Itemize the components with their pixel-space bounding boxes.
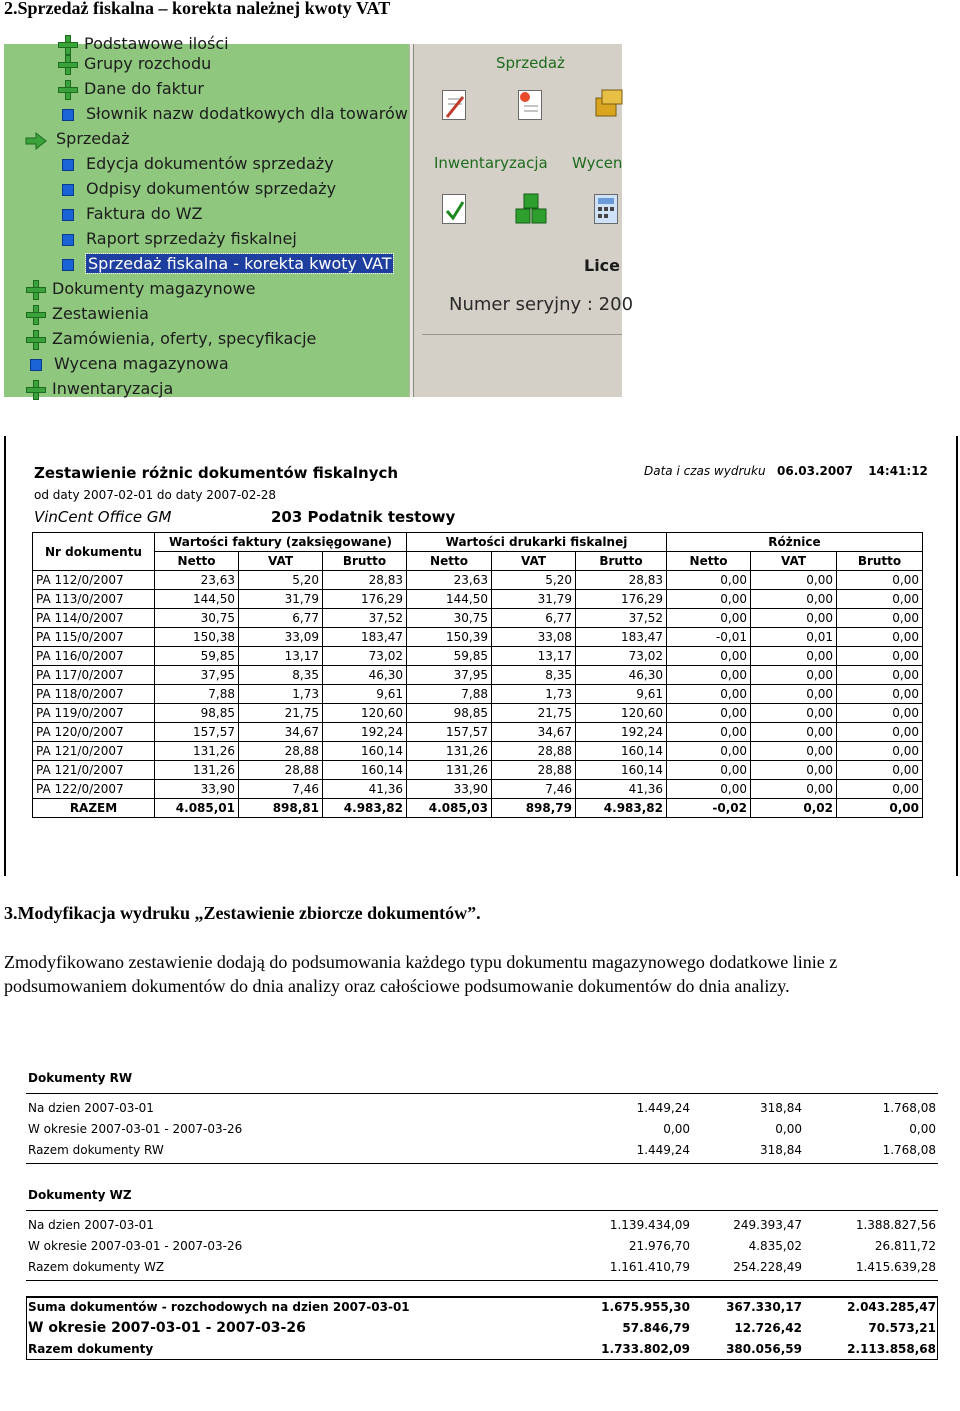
value-cell: 7,46 [239,780,323,799]
value-cell: 9,61 [323,685,407,704]
total-row-label: Razem dokumenty [28,1342,154,1356]
total-row-value: 380.056,59 [726,1342,802,1356]
table-row [33,742,923,761]
value-cell: 6,77 [239,609,323,628]
table-total-row [33,799,923,818]
doc-number-cell: PA 112/0/2007 [33,571,155,590]
value-cell: 0,00 [837,571,923,590]
leaf-square-icon[interactable] [62,159,74,171]
sub-vat-header: VAT [239,552,323,571]
value-cell: -0,01 [667,628,751,647]
value-cell: 144,50 [407,590,492,609]
value-cell: 7,88 [155,685,239,704]
wz-row-value: 1.388.827,56 [855,1218,936,1232]
value-cell: 183,47 [323,628,407,647]
value-cell: 160,14 [323,742,407,761]
value-cell: 8,35 [239,666,323,685]
value-cell: 41,36 [323,780,407,799]
current-arrow-icon[interactable] [26,132,46,148]
tree-item-label: Sprzedaż [56,129,130,148]
value-cell: 0,00 [837,723,923,742]
app-name: VinCent Office GM [34,508,172,526]
value-cell: 13,17 [239,647,323,666]
table-row [33,609,923,628]
tree-item-label: Zestawienia [52,304,149,323]
value-cell: 0,01 [751,628,837,647]
value-cell: 4.983,82 [576,799,667,818]
doc-number-cell: PA 121/0/2007 [33,742,155,761]
rw-row-value: 0,00 [663,1122,690,1136]
rw-rule [26,1093,938,1094]
value-cell: 176,29 [323,590,407,609]
print-time: 14:41:12 [868,464,928,478]
value-cell: 28,83 [323,571,407,590]
tree-item[interactable] [26,352,229,376]
value-cell: 120,60 [323,704,407,723]
col-doc-header: Nr dokumentu [33,533,155,571]
value-cell: 898,81 [239,799,323,818]
boxes-icon[interactable] [594,88,622,120]
tree-item[interactable] [58,152,334,176]
tree-item-label: Wycena magazynowa [54,354,229,373]
wz-row-value: 1.161.410,79 [609,1260,690,1274]
tree-item-label: Podstawowe ilości [84,34,229,53]
doc-number-cell: PA 120/0/2007 [33,723,155,742]
value-cell: 34,67 [492,723,576,742]
value-cell: 0,00 [667,609,751,628]
report-period: od daty 2007-02-01 do daty 2007-02-28 [34,488,277,502]
table-row [33,704,923,723]
wz-row-value: 1.139.434,09 [609,1218,690,1232]
value-cell: 1,73 [492,685,576,704]
value-cell: 0,00 [837,799,923,818]
value-cell: 0,00 [667,780,751,799]
sub-vat-header: VAT [492,552,576,571]
value-cell: 0,00 [751,780,837,799]
tree-item-label: Odpisy dokumentów sprzedaży [86,179,337,198]
total-row-value: 1.675.955,30 [601,1300,690,1314]
wz-row-value: 249.393,47 [733,1218,802,1232]
value-cell: 34,67 [239,723,323,742]
tree-item-label: Grupy rozchodu [84,54,212,73]
value-cell: 21,75 [239,704,323,723]
wz-row-label: Na dzien 2007-03-01 [28,1218,154,1232]
value-cell: 4.983,82 [323,799,407,818]
value-cell: 59,85 [155,647,239,666]
value-cell: 5,20 [492,571,576,590]
report-title: Zestawienie różnic dokumentów fiskalnych [34,464,399,482]
print-date: 06.03.2007 [777,464,853,478]
side-panel [414,44,634,397]
total-row-value: 2.113.858,68 [847,1342,936,1356]
doc-number-cell: PA 119/0/2007 [33,704,155,723]
value-cell: 0,00 [667,571,751,590]
sub-vat-header: VAT [751,552,837,571]
tree-item[interactable] [58,227,297,251]
value-cell: 0,00 [667,647,751,666]
total-row-label: Suma dokumentów - rozchodowych na dzien 2007-03-01 [28,1300,410,1314]
rw-section-title: Dokumenty RW [28,1071,133,1085]
group-printer-header: Wartości drukarki fiskalnej [407,533,667,552]
tree-item-label: Słownik nazw dodatkowych dla towarów [86,104,408,123]
value-cell: 157,57 [407,723,492,742]
value-cell: 0,00 [837,742,923,761]
doc-number-cell: PA 121/0/2007 [33,761,155,780]
value-cell: 1,73 [239,685,323,704]
calculator-icon[interactable] [594,194,618,224]
value-cell: 898,79 [492,799,576,818]
description-paragraph: Zmodyfikowano zestawienie dodają do podsumowania każdego typu dokumentu magazynowego dodatkowe linie z podsumowaniem dokumentów do dnia analizy oraz całościowe podsumowanie dokumentów do dnia analizy. [4,952,838,996]
value-cell: 150,39 [407,628,492,647]
total-row-value: 57.846,79 [622,1321,690,1335]
value-cell: 131,26 [155,742,239,761]
total-row-value: 70.573,21 [868,1321,936,1335]
tree-item[interactable] [58,52,211,76]
expand-plus-icon[interactable] [26,330,46,350]
value-cell: 59,85 [407,647,492,666]
value-cell: -0,02 [667,799,751,818]
expand-plus-icon[interactable] [58,55,78,75]
doc-number-cell: PA 115/0/2007 [33,628,155,647]
value-cell: 0,00 [837,685,923,704]
value-cell: 0,00 [837,704,923,723]
tree-item[interactable] [58,202,203,226]
leaf-square-icon[interactable] [62,109,74,121]
value-cell: 0,00 [667,685,751,704]
value-cell: 28,88 [492,742,576,761]
wz-row-value: 4.835,02 [748,1239,802,1253]
total-row-value: 2.043.285,47 [847,1300,936,1314]
sub-brutto-header: Brutto [837,552,923,571]
sub-netto-header: Netto [667,552,751,571]
value-cell: 33,09 [239,628,323,647]
table-row [33,666,923,685]
value-cell: 0,00 [667,723,751,742]
value-cell: 46,30 [323,666,407,685]
value-cell: 0,00 [751,609,837,628]
value-cell: 21,75 [492,704,576,723]
tree-item[interactable] [26,277,256,301]
group-invoice-header: Wartości faktury (zaksięgowane) [155,533,407,552]
value-cell: 33,90 [155,780,239,799]
table-row [33,647,923,666]
value-cell: 160,14 [323,761,407,780]
value-cell: 0,00 [751,704,837,723]
value-cell: 7,46 [492,780,576,799]
serial-number: Numer seryjny : 200 [449,294,634,315]
tree-item-label: Edycja dokumentów sprzedaży [86,154,334,173]
rw-row-label: W okresie 2007-03-01 - 2007-03-26 [28,1122,243,1136]
wz-row-label: Razem dokumenty WZ [28,1260,165,1274]
module-tree [4,34,409,398]
value-cell: 13,17 [492,647,576,666]
value-cell: 0,02 [751,799,837,818]
expand-plus-icon[interactable] [26,380,46,400]
value-cell: 37,52 [323,609,407,628]
table-row [33,761,923,780]
value-cell: 98,85 [155,704,239,723]
summary-screenshot [0,1052,960,1411]
tree-item-label: Dane do faktur [84,79,204,98]
table-row [33,628,923,647]
value-cell: 0,00 [751,723,837,742]
value-cell: 30,75 [407,609,492,628]
tree-item[interactable] [58,177,336,201]
wz-rule [26,1210,938,1211]
value-cell: 4.085,03 [407,799,492,818]
value-cell: 131,26 [155,761,239,780]
tree-item[interactable] [58,252,393,276]
value-cell: 37,52 [576,609,667,628]
table-row [33,685,923,704]
value-cell: 0,00 [751,742,837,761]
wz-row-value: 21.976,70 [628,1239,690,1253]
value-cell: 176,29 [576,590,667,609]
differences-table [32,532,923,818]
tree-item[interactable] [26,377,173,401]
value-cell: 31,79 [239,590,323,609]
rw-row-label: Na dzien 2007-03-01 [28,1101,154,1115]
table-row [33,780,923,799]
tree-item-label: Sprzedaż fiskalna - korekta kwoty VAT [88,254,392,273]
value-cell: 144,50 [155,590,239,609]
total-row-value: 1.733.802,09 [601,1342,690,1356]
value-cell: 23,63 [155,571,239,590]
leaf-square-icon[interactable] [62,259,74,271]
tree-item-label: Inwentaryzacja [52,379,174,398]
expand-plus-icon[interactable] [58,80,78,100]
expand-plus-icon[interactable] [26,280,46,300]
doc-number-cell: PA 122/0/2007 [33,780,155,799]
leaf-square-icon[interactable] [62,209,74,221]
taxpayer-name: 203 Podatnik testowy [271,508,456,526]
value-cell: 0,00 [837,666,923,685]
leaf-square-icon[interactable] [62,184,74,196]
wz-end-rule [26,1280,938,1281]
document-pencil-icon[interactable] [442,90,466,120]
total-row-label: W okresie 2007-03-01 - 2007-03-26 [28,1320,306,1336]
value-cell: 6,77 [492,609,576,628]
doc-number-cell: PA 117/0/2007 [33,666,155,685]
rw-row-value: 318,84 [760,1101,802,1115]
wz-row-value: 1.415.639,28 [855,1260,936,1274]
value-cell: 37,95 [407,666,492,685]
value-cell: 0,00 [667,761,751,780]
doc-number-cell: PA 113/0/2007 [33,590,155,609]
value-cell: 37,95 [155,666,239,685]
table-row [33,590,923,609]
value-cell: 160,14 [576,761,667,780]
total-row-value: 367.330,17 [726,1300,802,1314]
document-check-icon[interactable] [442,194,466,224]
value-cell: 131,26 [407,742,492,761]
value-cell: 0,00 [837,761,923,780]
value-cell: 0,00 [837,590,923,609]
wz-row-label: W okresie 2007-03-01 - 2007-03-26 [28,1239,243,1253]
value-cell: 46,30 [576,666,667,685]
group-diff-header: Różnice [667,533,923,552]
side-label-wycena[interactable]: Wycen [572,154,623,172]
rw-row-label: Razem dokumenty RW [28,1143,164,1157]
green-cubes-icon[interactable] [514,192,550,226]
value-cell: 0,00 [751,761,837,780]
value-cell: 73,02 [576,647,667,666]
leaf-square-icon[interactable] [30,359,42,371]
tree-item-label: Faktura do WZ [86,204,203,223]
rw-row-value: 1.768,08 [882,1101,936,1115]
value-cell: 0,00 [751,590,837,609]
sub-netto-header: Netto [155,552,239,571]
licence-label: Lice [584,256,621,275]
wz-section-title: Dokumenty WZ [28,1188,132,1202]
app-screenshot [4,34,634,398]
doc-number-cell: PA 116/0/2007 [33,647,155,666]
value-cell: 120,60 [576,704,667,723]
value-cell: 0,00 [751,685,837,704]
section-heading-2: 2.Sprzedaż fiskalna – korekta należnej kwoty VAT [4,0,391,18]
value-cell: 5,20 [239,571,323,590]
rw-row-value: 0,00 [909,1122,936,1136]
value-cell: 28,88 [239,761,323,780]
value-cell: 33,08 [492,628,576,647]
value-cell: 98,85 [407,704,492,723]
print-label: Data i czas wydruku [644,464,766,478]
value-cell: 41,36 [576,780,667,799]
tree-item-label: Zamówienia, oferty, specyfikacje [52,329,317,348]
tree-item-label: Raport sprzedaży fiskalnej [86,229,297,248]
value-cell: 23,63 [407,571,492,590]
doc-number-cell: PA 118/0/2007 [33,685,155,704]
rw-row-value: 318,84 [760,1143,802,1157]
value-cell: 0,00 [667,704,751,723]
value-cell: 0,00 [751,666,837,685]
leaf-square-icon[interactable] [62,234,74,246]
value-cell: 7,88 [407,685,492,704]
rw-row-value: 0,00 [775,1122,802,1136]
print-datetime [644,464,928,478]
report-screenshot [4,436,958,876]
wz-row-value: 254.228,49 [733,1260,802,1274]
side-label-inwentaryzacja[interactable]: Inwentaryzacja [434,154,548,172]
value-cell: 8,35 [492,666,576,685]
rw-row-value: 1.449,24 [636,1143,690,1157]
value-cell: 28,88 [492,761,576,780]
value-cell: 31,79 [492,590,576,609]
wz-row-value: 26.811,72 [874,1239,936,1253]
tree-item[interactable] [58,77,204,101]
value-cell: 0,00 [667,666,751,685]
sub-netto-header: Netto [407,552,492,571]
doc-number-cell: RAZEM [33,799,155,818]
expand-plus-icon[interactable] [26,305,46,325]
value-cell: 33,90 [407,780,492,799]
value-cell: 131,26 [407,761,492,780]
document-star-icon[interactable] [518,90,542,120]
value-cell: 183,47 [576,628,667,647]
section-heading-3: 3.Modyfikacja wydruku „Zestawienie zbiorcze dokumentów”. [4,903,481,923]
value-cell: 0,00 [751,571,837,590]
value-cell: 0,00 [837,780,923,799]
table-row [33,723,923,742]
value-cell: 0,00 [667,742,751,761]
value-cell: 0,00 [837,647,923,666]
rw-row-value: 1.768,08 [882,1143,936,1157]
value-cell: 28,83 [576,571,667,590]
total-row-value: 12.726,42 [734,1321,802,1335]
tree-item[interactable] [26,302,149,326]
value-cell: 9,61 [576,685,667,704]
value-cell: 192,24 [576,723,667,742]
value-cell: 4.085,01 [155,799,239,818]
value-cell: 30,75 [155,609,239,628]
rw-row-value: 1.449,24 [636,1101,690,1115]
value-cell: 0,00 [837,628,923,647]
value-cell: 150,38 [155,628,239,647]
value-cell: 157,57 [155,723,239,742]
tree-item[interactable] [26,127,130,151]
value-cell: 0,00 [751,647,837,666]
value-cell: 73,02 [323,647,407,666]
value-cell: 0,00 [837,609,923,628]
sub-brutto-header: Brutto [576,552,667,571]
value-cell: 28,88 [239,742,323,761]
doc-number-cell: PA 114/0/2007 [33,609,155,628]
tree-item[interactable] [58,102,408,126]
side-header: Sprzedaż [496,54,565,72]
divider [422,334,622,335]
table-row [33,571,923,590]
value-cell: 0,00 [667,590,751,609]
tree-item[interactable] [26,327,316,351]
value-cell: 160,14 [576,742,667,761]
tree-item-label: Dokumenty magazynowe [52,279,256,298]
value-cell: 192,24 [323,723,407,742]
sub-brutto-header: Brutto [323,552,407,571]
rw-end-rule [26,1163,938,1164]
